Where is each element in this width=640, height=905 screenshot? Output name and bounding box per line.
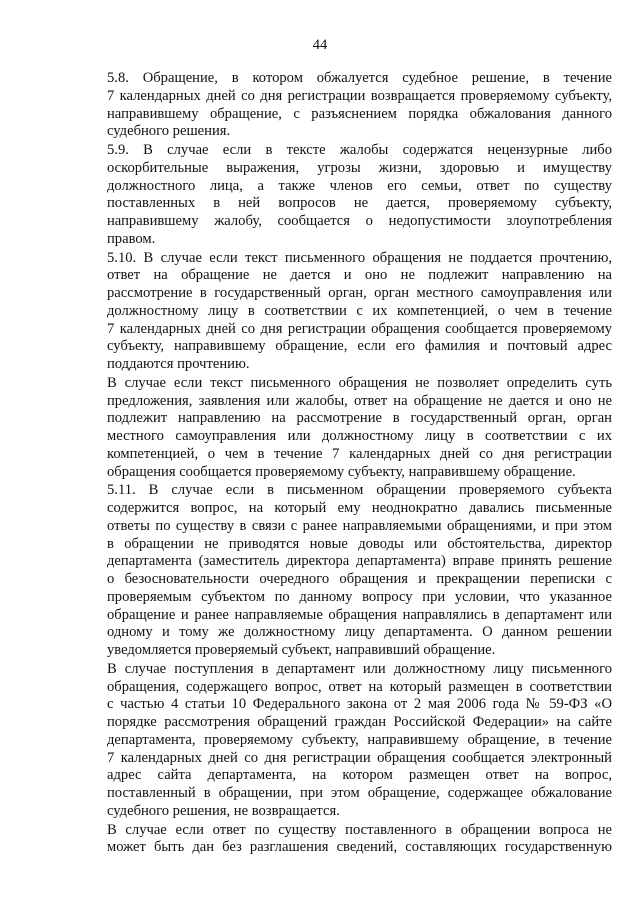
text-line: 5.9. В случае если в тексте жалобы содержатся нецензурные либо [107,142,612,158]
text-line: департамента, проверяемому субъекту, направившему обращение, в течение [107,731,612,748]
text-line: должностного лица, а также членов его семьи, ответ по существу [107,177,612,194]
page-number: 44 [312,37,328,53]
text-line: поставленных в ней вопросов не дается, проверяемому субъекту, [107,195,612,212]
text-line: 5.11. В случае если в письменном обращении проверяемого субъекта [107,482,612,499]
paragraph [107,250,612,374]
paragraph [107,482,612,660]
text-line: субъекту, направившему обращение, если его фамилия и почтовый адрес [107,338,612,355]
text-line: правом. [107,230,156,247]
text-line: уведомляется проверяемый субъект, направивший обращение. [107,642,496,658]
text-line: 7 календарных дней со дня регистрации возвращается проверяемому субъекту, [107,87,612,104]
text-line: судебного решения, не возвращается. [107,802,340,819]
text-line: обращение и ранее направляемые обращения направлялись в департамент или [107,606,612,623]
text-line: адрес сайта департамента, на котором размещен ответ на вопрос, [107,767,612,784]
document-body [107,70,612,858]
text-line: 7 календарных дней со дня регистрации обращения сообщается проверяемому [107,320,612,337]
text-line: порядке рассмотрения обращений граждан Российской Федерации» на сайте [107,714,612,730]
text-line: судебного решения. [107,123,231,140]
text-line: проверяемым субъектом по данному вопросу при условии, что указанное [107,588,612,605]
text-line: В случае если текст письменного обращения не позволяет определить суть [107,374,612,391]
text-line: рассмотрение в государственный орган, орган местного самоуправления или [107,285,612,301]
text-line: 7 календарных дней со дня регистрации обращения сообщается электронный [107,749,612,766]
text-line: ответ на обращение не дается и оно не подлежит направлению на [107,267,612,284]
paragraph [107,661,612,821]
text-line: должностному лицу в соответствии с их компетенцией, о чем в течение [107,302,612,319]
paragraph [107,822,612,858]
text-line: может быть дан без разглашения сведений, составляющих государственную [107,839,612,856]
text-line: 5.8. Обращение, в котором обжалуется судебное решение, в течение [107,70,612,86]
text-line: обращения сообщается проверяемому субъекту, направившему обращение. [107,463,576,480]
text-line: 5.10. В случае если текст письменного обращения не поддается прочтению, [107,249,612,266]
text-line: компетенцией, о чем в течение 7 календарных дней со дня регистрации [107,445,612,462]
text-line: направившему жалобу, сообщается о недопустимости злоупотребления [107,213,612,229]
text-line: о безосновательности очередного обращения и прекращении переписки с [107,571,612,587]
text-line: оскорбительные выражения, угрозы жизни, здоровью и имуществу [107,159,612,176]
paragraph [107,70,612,141]
text-line: В случае поступления в департамент или должностному лицу письменного [107,660,612,677]
text-line: департамента (заместитель директора департамента) вправе принять решение [107,553,612,570]
text-line: подлежит направлению на рассмотрение в государственный орган, орган [107,410,612,427]
text-line: обращения, содержащего вопрос, ответ на который размещен в соответствии [107,678,612,695]
text-line: с частью 4 статьи 10 Федерального закона от 2 мая 2006 года № 59-ФЗ «О [107,696,612,713]
text-line: содержится вопрос, на который ему неоднократно давались письменные [107,500,612,516]
text-line: в обращении не приводятся новые доводы или обстоятельства, директор [107,535,612,552]
text-line: поддаются прочтению. [107,356,250,372]
paragraph [107,142,612,249]
text-line: ответы по существу в связи с ранее направляемыми обращениями, и при этом [107,517,612,534]
text-line: предложения, заявления или жалобы, ответ на обращение не дается и оно не [107,392,612,409]
text-line: местного самоуправления или должностному лицу в соответствии с их [107,428,612,444]
text-line: поставленный в обращении, при этом обращение, содержащее обжалование [107,785,612,801]
text-line: В случае если ответ по существу поставленного в обращении вопроса не [107,821,612,838]
text-line: одному и тому же должностному лицу департамента. О данном решении [107,624,612,641]
paragraph [107,375,612,482]
text-line: направившему обращение, с разъяснением порядка обжалования данного [107,105,612,122]
